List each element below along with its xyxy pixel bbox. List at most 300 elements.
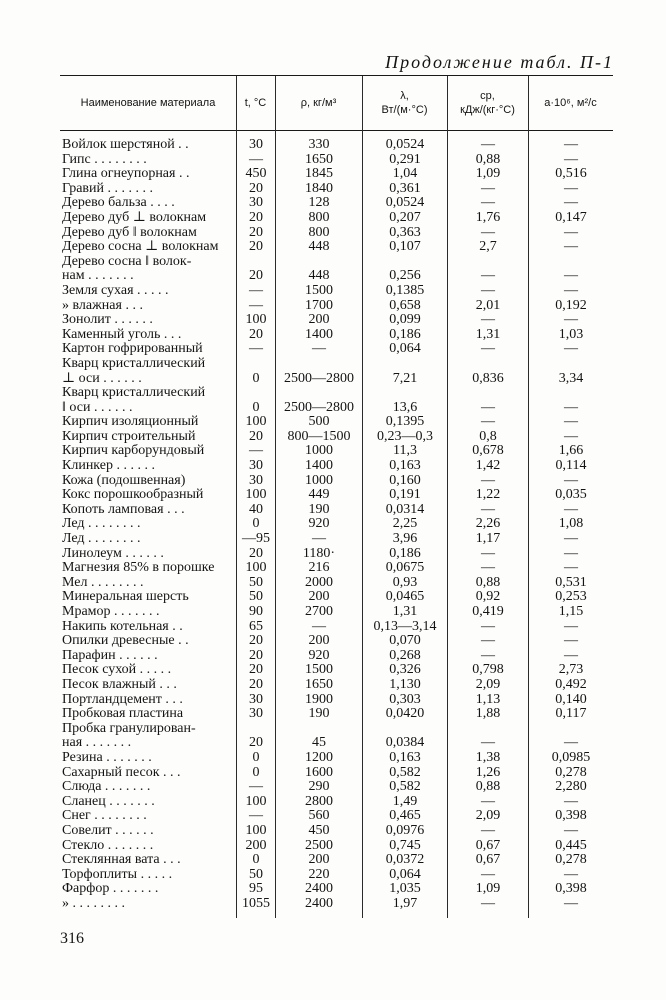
cell-heat-capacity: — [481, 282, 495, 298]
cell-density: 449 [308, 487, 330, 503]
cell-material-name-text: Кирпич строительный [62, 428, 196, 444]
header-conductivity [362, 80, 447, 128]
cell-temperature: 20 [249, 239, 263, 255]
cell-temperature: 0 [252, 516, 260, 532]
cell-conductivity: 11,3 [393, 443, 417, 459]
cell-material-name-text: Опилки древесные . . [62, 633, 189, 649]
cell-material-name-text: » . . . . . . . . [62, 895, 125, 911]
cell-material-name [62, 226, 234, 241]
cell-conductivity: 0,186 [389, 326, 421, 342]
cell-conductivity: 0,0420 [385, 706, 425, 722]
cell-density: — [312, 531, 326, 547]
cell-material-name-text: Войлок шерстяной . . [62, 137, 189, 152]
table-caption: Продолжение табл. П-1 [385, 52, 614, 72]
cell-density: 290 [308, 779, 330, 795]
cell-heat-capacity: — [481, 180, 495, 196]
cell-density: 1200 [305, 749, 333, 765]
cell-diffusivity: — [564, 399, 578, 415]
table-row [60, 620, 613, 635]
cell-material-name-text: Минеральная шерсть [62, 589, 189, 605]
cell-heat-capacity: 1,09 [475, 166, 501, 182]
cell-heat-capacity: — [481, 793, 495, 809]
cell-diffusivity: 0,531 [555, 574, 587, 590]
table-row [60, 474, 613, 489]
cell-conductivity: 0,0524 [385, 137, 425, 152]
cell-conductivity: 1,130 [389, 676, 421, 692]
table-row [60, 882, 613, 897]
cell-material-name-text: ная . . . . . . . [62, 735, 132, 751]
cell-diffusivity: — [564, 239, 578, 255]
cell-material-name [62, 897, 234, 912]
cell-heat-capacity: 0,678 [472, 443, 504, 459]
cell-material-name-text: Дерево сосна ⊥ волокнам [62, 239, 219, 255]
cell-conductivity: 0,160 [389, 472, 421, 488]
cell-heat-capacity: 1,26 [475, 764, 501, 780]
cell-temperature: — [249, 779, 263, 795]
cell-heat-capacity: 1,76 [475, 209, 501, 225]
cell-diffusivity: 0,192 [555, 297, 587, 313]
cell-diffusivity: 1,08 [558, 516, 584, 532]
table-row [60, 313, 613, 328]
cell-conductivity: 0,23—0,3 [377, 428, 433, 444]
cell-diffusivity: 2,73 [558, 662, 584, 678]
cell-material-name-text: Гравий . . . . . . . [62, 180, 154, 196]
cell-material-name [62, 766, 234, 781]
cell-conductivity: 13,6 [392, 399, 418, 415]
cell-material-name [62, 488, 234, 503]
cell-material-name [62, 299, 234, 314]
cell-temperature: 20 [249, 326, 263, 342]
cell-material-name [62, 385, 234, 416]
cell-temperature: 100 [245, 822, 267, 838]
cell-material-name-line1: Кварц кристаллический [62, 355, 206, 371]
table-row [60, 386, 613, 415]
cell-material-name-text: Песок влажный . . . [62, 676, 177, 692]
cell-conductivity: 0,064 [389, 866, 421, 882]
cell-material-name [62, 430, 234, 445]
cell-conductivity: 0,1385 [385, 282, 425, 298]
cell-temperature: — [249, 282, 263, 298]
table-row [60, 590, 613, 605]
cell-material-name [62, 415, 234, 430]
cell-diffusivity: — [564, 531, 578, 547]
cell-conductivity: 0,0976 [385, 822, 425, 838]
cell-density: 1500 [305, 662, 333, 678]
cell-temperature: 100 [245, 414, 267, 430]
cell-heat-capacity: — [481, 735, 495, 751]
cell-heat-capacity: — [481, 472, 495, 488]
cell-material-name-text: Земля сухая . . . . . [62, 282, 169, 298]
cell-material-name-text: Стеклянная вата . . . [62, 852, 181, 868]
cell-diffusivity: — [564, 866, 578, 882]
cell-heat-capacity: — [481, 195, 495, 211]
cell-temperature: 30 [249, 137, 263, 152]
cell-material-name-text: Резина . . . . . . . [62, 749, 152, 765]
cell-material-name [62, 576, 234, 591]
cell-conductivity: 1,31 [392, 604, 418, 619]
table-row [60, 780, 613, 795]
cell-conductivity: 0,064 [389, 341, 421, 357]
table-row [60, 897, 613, 912]
cell-conductivity: 0,0314 [385, 501, 425, 517]
cell-temperature: 20 [249, 209, 263, 225]
cell-material-name-text: Парафин . . . . . . [62, 647, 158, 663]
cell-temperature: 20 [249, 180, 263, 196]
cell-diffusivity: 0,140 [555, 691, 587, 707]
cell-density: 920 [308, 647, 330, 663]
cell-material-name [62, 459, 234, 474]
table-row [60, 357, 613, 386]
cell-temperature: — [249, 808, 263, 824]
cell-material-name [62, 707, 234, 722]
cell-material-name-text: Стекло . . . . . . . [62, 837, 154, 853]
cell-material-name-text: Копоть ламповая . . . [62, 501, 185, 517]
table-row [60, 649, 613, 664]
header-density: ρ, кг/м³ [300, 97, 337, 110]
cell-material-name-text: Торфоплиты . . . . . [62, 866, 173, 882]
cell-density: 2500—2800 [284, 370, 354, 386]
cell-diffusivity: — [564, 151, 578, 167]
cell-material-name-text: ⊥ оси . . . . . . [62, 370, 142, 386]
cell-temperature: 50 [249, 574, 263, 590]
cell-heat-capacity: 1,09 [475, 881, 501, 897]
cell-density: 2500 [305, 837, 333, 853]
header-heat-capacity [447, 80, 528, 128]
cell-density: 560 [308, 808, 330, 824]
table-row [60, 634, 613, 649]
cell-temperature: 100 [245, 793, 267, 809]
cell-material-name-text: Линолеум . . . . . . [62, 545, 164, 561]
cell-diffusivity: — [564, 180, 578, 196]
cell-temperature: 100 [245, 560, 267, 576]
cell-diffusivity: — [564, 560, 578, 576]
cell-material-name-text: Портландцемент . . . [62, 691, 183, 707]
table-row [60, 196, 613, 211]
table-row [60, 766, 613, 781]
cell-diffusivity: — [564, 895, 578, 911]
cell-temperature: 20 [249, 676, 263, 692]
cell-temperature: 20 [249, 224, 263, 240]
cell-density: 1600 [305, 764, 333, 780]
cell-material-name [62, 240, 234, 255]
cell-material-name-text: Каменный уголь . . . [62, 326, 182, 342]
cell-material-name [62, 649, 234, 664]
cell-heat-capacity: — [481, 137, 495, 152]
cell-temperature: 20 [249, 428, 263, 444]
cell-heat-capacity: — [481, 399, 495, 415]
cell-material-name [62, 284, 234, 299]
cell-material-name [62, 328, 234, 343]
cell-diffusivity: 0,278 [555, 764, 587, 780]
cell-conductivity: 0,13—3,14 [373, 618, 437, 634]
cell-diffusivity: 3,34 [558, 370, 584, 386]
table-body [60, 138, 613, 911]
cell-material-name [62, 751, 234, 766]
cell-material-name-text: » влажная . . . [62, 297, 143, 313]
cell-density: 1400 [305, 326, 333, 342]
cell-conductivity: 0,658 [389, 297, 421, 313]
cell-heat-capacity: 0,88 [475, 779, 501, 795]
cell-density: 1650 [305, 676, 333, 692]
cell-material-name-text: Фарфор . . . . . . . [62, 881, 159, 897]
cell-material-name [62, 153, 234, 168]
cell-density: 200 [308, 633, 330, 649]
cell-density: 1000 [305, 443, 333, 459]
cell-density: 2800 [305, 793, 333, 809]
cell-heat-capacity: — [481, 224, 495, 240]
cell-heat-capacity: 0,836 [472, 370, 504, 386]
cell-conductivity: 0,107 [389, 239, 421, 255]
cell-material-name-text: Кокс порошкообразный [62, 487, 204, 503]
cell-material-name [62, 839, 234, 854]
cell-heat-capacity: — [481, 822, 495, 838]
cell-heat-capacity: 1,13 [475, 691, 501, 707]
header-heat-capacity-symbol: cp, [480, 90, 495, 103]
cell-conductivity: 0,582 [389, 779, 421, 795]
cell-density: 1845 [305, 166, 333, 182]
cell-heat-capacity: 0,88 [475, 151, 501, 167]
cell-heat-capacity: — [481, 414, 495, 430]
cell-material-name-text: Лед . . . . . . . . [62, 531, 141, 547]
cell-temperature: 0 [252, 764, 260, 780]
cell-density: 220 [308, 866, 330, 882]
cell-material-name-text: Гипс . . . . . . . . [62, 151, 147, 167]
cell-temperature: — [249, 341, 263, 357]
cell-conductivity: 7,21 [392, 370, 418, 386]
cell-material-name [62, 196, 234, 211]
cell-conductivity: 0,93 [392, 574, 418, 590]
cell-material-name [62, 355, 234, 387]
cell-material-name-text: Мрамор . . . . . . . [62, 604, 160, 619]
cell-conductivity: 0,256 [389, 268, 421, 284]
cell-heat-capacity: 0,419 [472, 604, 504, 619]
cell-density: 200 [308, 589, 330, 605]
table-row [60, 488, 613, 503]
cell-diffusivity: — [564, 472, 578, 488]
cell-temperature: — [249, 151, 263, 167]
cell-material-name [62, 561, 234, 576]
cell-heat-capacity: 1,42 [475, 458, 501, 474]
cell-diffusivity: — [564, 428, 578, 444]
table-row [60, 853, 613, 868]
cell-material-name-text: Пробковая пластина [62, 706, 184, 722]
cell-diffusivity: 2,280 [555, 779, 587, 795]
cell-material-name [62, 853, 234, 868]
cell-temperature: 20 [249, 268, 263, 284]
cell-material-name-text: Песок сухой . . . . . [62, 662, 172, 678]
cell-heat-capacity: — [481, 312, 495, 328]
cell-conductivity: 0,268 [389, 647, 421, 663]
cell-heat-capacity: 2,7 [479, 239, 497, 255]
cell-material-name-text: Слюда . . . . . . . [62, 779, 151, 795]
cell-temperature: 30 [249, 706, 263, 722]
cell-material-name-line1: Пробка гранулирован- [62, 720, 196, 736]
table-row [60, 503, 613, 518]
cell-temperature: 30 [249, 472, 263, 488]
cell-temperature: 100 [245, 487, 267, 503]
cell-temperature: 95 [249, 881, 263, 897]
table-row [60, 678, 613, 693]
cell-conductivity: 0,582 [389, 764, 421, 780]
cell-heat-capacity: 1,17 [475, 531, 501, 547]
table-row [60, 153, 613, 168]
cell-diffusivity: 0,516 [555, 166, 587, 182]
cell-material-name-text: Кожа (подошвенная) [62, 472, 186, 488]
cell-material-name [62, 882, 234, 897]
cell-material-name [62, 253, 234, 284]
cell-density: 920 [308, 516, 330, 532]
cell-diffusivity: 0,117 [555, 706, 587, 722]
cell-temperature: 450 [245, 166, 267, 182]
cell-density: 200 [308, 312, 330, 328]
cell-heat-capacity: — [481, 895, 495, 911]
cell-material-name-text: Совелит . . . . . . [62, 822, 154, 838]
cell-diffusivity: 0,253 [555, 589, 587, 605]
table-row [60, 839, 613, 854]
cell-material-name-text: Мел . . . . . . . . [62, 574, 144, 590]
cell-material-name [62, 634, 234, 649]
cell-temperature: —95 [242, 531, 270, 547]
cell-density: 2700 [305, 604, 333, 619]
cell-material-name-text: Сланец . . . . . . . [62, 793, 155, 809]
cell-material-name [62, 720, 234, 751]
cell-material-name [62, 795, 234, 810]
cell-temperature: 200 [245, 837, 267, 853]
cell-heat-capacity: 1,38 [475, 749, 501, 765]
cell-density: 1180· [302, 545, 336, 561]
cell-density: 800 [308, 224, 330, 240]
cell-conductivity: 0,0384 [385, 735, 425, 751]
cell-material-name-text: нам . . . . . . . [62, 268, 134, 284]
cell-temperature: 20 [249, 633, 263, 649]
cell-diffusivity: — [564, 647, 578, 663]
cell-diffusivity: 0,398 [555, 808, 587, 824]
table-row [60, 868, 613, 883]
cell-heat-capacity: — [481, 268, 495, 284]
cell-material-name [62, 182, 234, 197]
cell-material-name [62, 693, 234, 708]
cell-material-name [62, 313, 234, 328]
cell-diffusivity: — [564, 633, 578, 649]
cell-material-name-line1: Кварц кристаллический [62, 385, 206, 401]
table-top-rule [60, 75, 613, 76]
cell-diffusivity: — [564, 137, 578, 152]
table-row [60, 415, 613, 430]
cell-conductivity: 0,363 [389, 224, 421, 240]
table-row [60, 663, 613, 678]
table-row [60, 138, 613, 153]
cell-temperature: 20 [249, 647, 263, 663]
header-heat-capacity-unit: кДж/(кг·°C) [460, 104, 515, 116]
cell-temperature: — [249, 297, 263, 313]
table-row [60, 240, 613, 255]
cell-diffusivity: — [564, 414, 578, 430]
cell-material-name-text: Лед . . . . . . . . [62, 516, 141, 532]
cell-density: 1900 [305, 691, 333, 707]
cell-temperature: — [249, 443, 263, 459]
cell-diffusivity: — [564, 224, 578, 240]
cell-diffusivity: — [564, 195, 578, 211]
cell-material-name [62, 809, 234, 824]
table-header-rule [60, 130, 613, 131]
cell-material-name-text: Дерево дуб ‖ волокнам [62, 224, 197, 240]
cell-heat-capacity: 2,09 [475, 808, 501, 824]
cell-material-name [62, 590, 234, 605]
cell-diffusivity: — [564, 822, 578, 838]
cell-density: 2400 [305, 895, 333, 911]
cell-temperature: 100 [245, 312, 267, 328]
table-row [60, 795, 613, 810]
table-row [60, 444, 613, 459]
cell-material-name-text: Снег . . . . . . . . [62, 808, 147, 824]
table-row [60, 299, 613, 314]
cell-density: 800—1500 [287, 428, 351, 444]
cell-material-name-text: Накипь котельная . . [62, 618, 183, 634]
cell-conductivity: 0,465 [389, 808, 421, 824]
cell-material-name [62, 503, 234, 518]
cell-density: 1650 [305, 151, 333, 167]
cell-material-name-line1: Дерево сосна ‖ волок- [62, 253, 192, 269]
cell-density: 2000 [305, 574, 333, 590]
cell-density: 1700 [305, 297, 333, 313]
cell-heat-capacity: — [481, 545, 495, 561]
cell-diffusivity: 0,278 [555, 852, 587, 868]
cell-material-name-text: Клинкер . . . . . . [62, 458, 155, 474]
cell-conductivity: 0,0524 [385, 195, 425, 211]
cell-temperature: 20 [249, 735, 263, 751]
cell-conductivity: 0,0465 [385, 589, 425, 605]
cell-material-name-text: Глина огнеупорная . . [62, 166, 190, 182]
table-row [60, 722, 613, 751]
table-row [60, 284, 613, 299]
cell-heat-capacity: 0,67 [475, 852, 501, 868]
cell-material-name [62, 605, 234, 620]
cell-heat-capacity: — [481, 633, 495, 649]
cell-material-name-text: Сахарный песок . . . [62, 764, 181, 780]
cell-conductivity: 0,1395 [385, 414, 425, 430]
cell-heat-capacity: 0,67 [475, 837, 501, 853]
table-row [60, 226, 613, 241]
cell-heat-capacity: — [481, 341, 495, 357]
cell-density: 448 [308, 239, 330, 255]
cell-temperature: 0 [252, 399, 260, 415]
header-material-name: Наименование материала [80, 97, 216, 110]
header-temperature: t, °C [244, 97, 267, 110]
cell-diffusivity: 1,15 [558, 604, 584, 619]
cell-conductivity: 3,96 [392, 531, 418, 547]
cell-conductivity: 0,070 [389, 633, 421, 649]
cell-material-name [62, 444, 234, 459]
cell-diffusivity: 0,492 [555, 676, 587, 692]
cell-density: 190 [308, 501, 330, 517]
cell-heat-capacity: 1,31 [475, 326, 501, 342]
cell-material-name [62, 342, 234, 357]
cell-diffusivity: — [564, 282, 578, 298]
table-row [60, 167, 613, 182]
cell-conductivity: 0,0675 [385, 560, 425, 576]
cell-material-name [62, 547, 234, 562]
cell-conductivity: 0,361 [389, 180, 421, 196]
cell-heat-capacity: — [481, 501, 495, 517]
cell-conductivity: 0,326 [389, 662, 421, 678]
cell-density: 450 [308, 822, 330, 838]
cell-material-name [62, 678, 234, 693]
cell-heat-capacity: — [481, 866, 495, 882]
cell-temperature: 90 [249, 604, 263, 619]
table-row [60, 255, 613, 284]
cell-density: 216 [308, 560, 330, 576]
cell-diffusivity: — [564, 501, 578, 517]
